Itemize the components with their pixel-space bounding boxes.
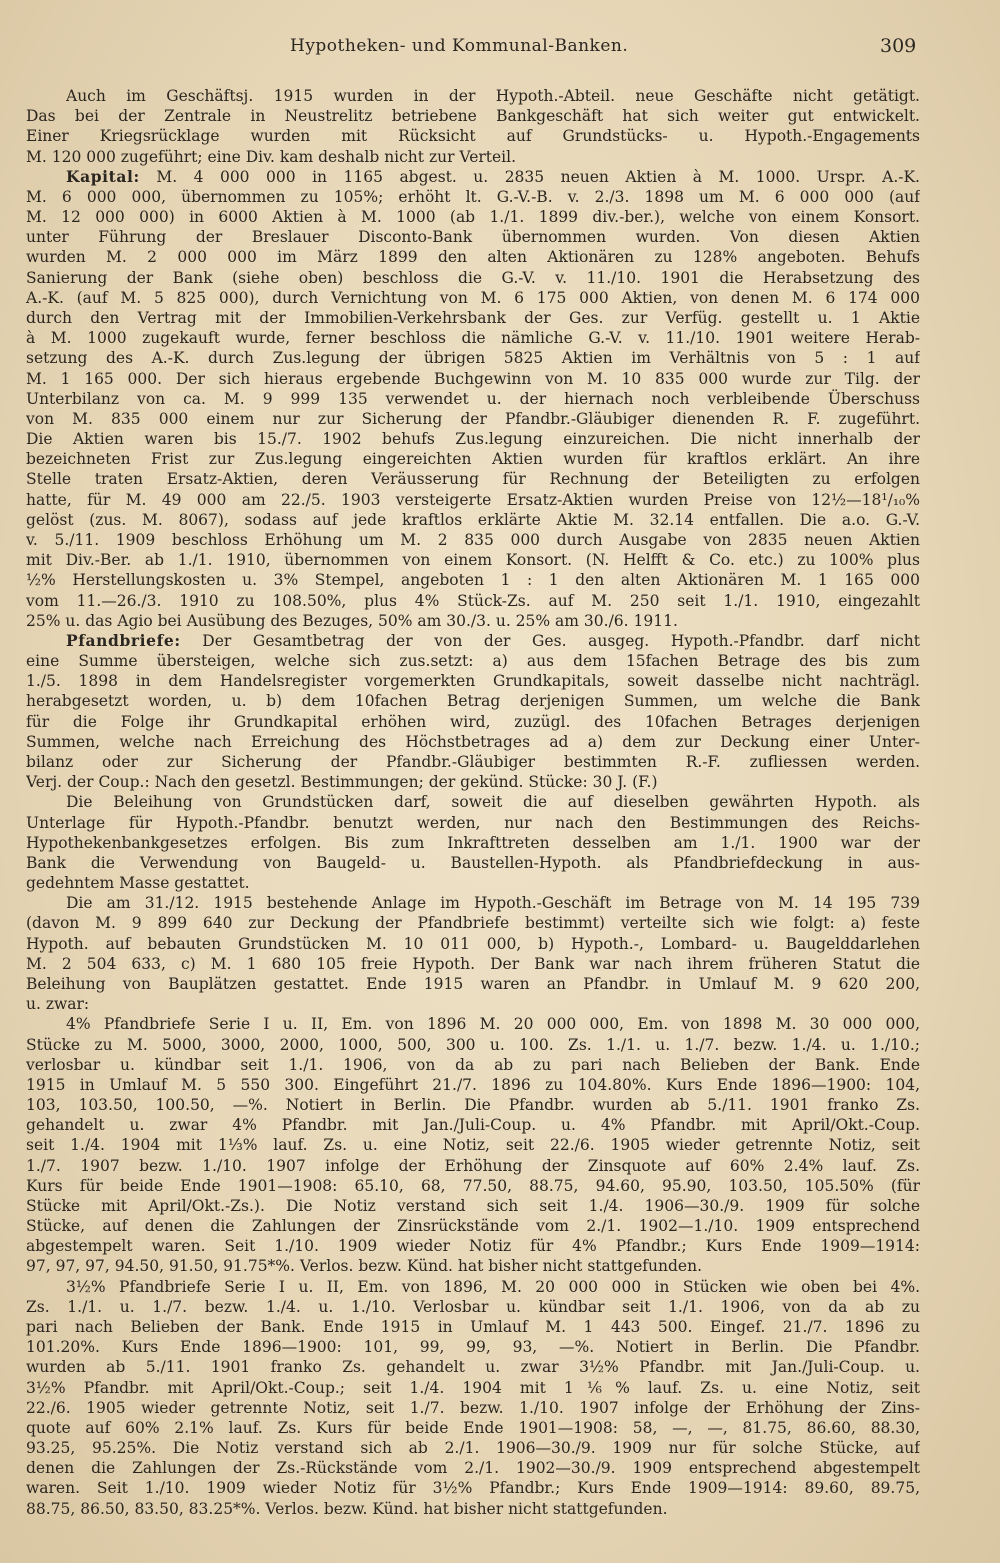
text-line xyxy=(26,1075,920,1095)
line-text: herabgesetzt worden, u. b) dem 10fachen Betrag derjenigen Summen, um welche die Bank xyxy=(26,692,920,711)
text-line xyxy=(26,490,920,510)
line-text: 1915 in Umlauf M. 5 550 300. Eingeführt 21./7. 1896 zu 104.80%. Kurs Ende 1896—1900: 104, xyxy=(26,1075,920,1094)
text-line xyxy=(26,994,920,1014)
line-text: Bank die Verwendung von Baugeld- u. Baustellen-Hypoth. als Pfandbriefdeckung in aus- xyxy=(26,853,920,872)
text-line xyxy=(26,126,920,146)
text-line xyxy=(66,1014,920,1034)
text-line xyxy=(26,187,920,207)
text-line xyxy=(66,1277,920,1297)
line-text: Stücke zu M. 5000, 3000, 2000, 1000, 500, 300 u. 100. Zs. 1./1. u. 1./7. bezw. 1./4. u. 1./10.; xyxy=(26,1035,920,1054)
line-text: Stücke mit April/Okt.-Zs.). Die Notiz verstand sich seit 1./4. 1906—30./9. 1909 für solche xyxy=(26,1196,920,1215)
line-text: wurden ab 5./11. 1901 franko Zs. gehandelt u. zwar 3½% Pfandbr. mit Jan./Juli-Coup. u. xyxy=(26,1358,920,1377)
text-line xyxy=(26,1135,920,1155)
line-text: 25% u. das Agio bei Ausübung des Bezuges, 50% am 30./3. u. 25% am 30./6. 1911. xyxy=(26,611,678,630)
text-line xyxy=(26,106,920,126)
line-text: M. 6 000 000, übernommen zu 105%; erhöht lt. G.-V.-B. v. 2./3. 1898 um M. 6 000 000 (auf xyxy=(26,187,920,206)
text-line xyxy=(26,1055,920,1075)
line-text: Das bei der Zentrale in Neustrelitz betriebene Bankgeschäft hat sich weiter gut entwickelt. xyxy=(26,107,920,126)
text-line xyxy=(26,1176,920,1196)
text-line xyxy=(66,792,920,812)
line-text: Die Aktien waren bis 15./7. 1902 behufs Zus.legung einzureichen. Die nicht innerhalb der xyxy=(26,430,920,449)
line-text: unter Führung der Breslauer Disconto-Bank übernommen wurden. Von diesen Aktien xyxy=(26,228,920,247)
text-line xyxy=(26,389,920,409)
text-line xyxy=(26,853,920,873)
text-line xyxy=(26,934,920,954)
text-line xyxy=(26,308,920,328)
text-line xyxy=(26,227,920,247)
text-line xyxy=(26,772,920,792)
line-text: 101.20%. Kurs Ende 1896—1900: 101, 99, 99, 93, —%. Notiert in Berlin. Die Pfandbr. xyxy=(26,1338,920,1357)
line-text: 88.75, 86.50, 83.50, 83.25*%. Verlos. bezw. Künd. hat bisher nicht stattgefunden. xyxy=(26,1499,668,1518)
line-text: A.-K. (auf M. 5 825 000), durch Vernichtung von M. 6 175 000 Aktien, von denen M. 6 174 000 xyxy=(26,288,920,307)
text-line xyxy=(26,469,920,489)
text-line xyxy=(26,1035,920,1055)
line-text: Die Beleihung von Grundstücken darf, soweit die auf dieselben gewährten Hypoth. als xyxy=(66,793,920,812)
line-text: Beleihung von Bauplätzen gestattet. Ende 1915 waren an Pfandbr. in Umlauf M. 9 620 200, xyxy=(26,974,920,993)
text-line xyxy=(26,913,920,933)
text-line xyxy=(26,1236,920,1256)
line-text: M. 1 165 000. Der sich hieraus ergebende Buchgewinn von M. 10 835 000 wurde zur Tilg. der xyxy=(26,369,920,388)
section-heading: Pfandbriefe: xyxy=(66,630,181,650)
line-text: bilanz oder zur Sicherung der Pfandbr.-Gläubiger bestimmten R.-F. zufliessen werden. xyxy=(26,752,920,771)
text-line xyxy=(26,651,920,671)
line-text: 4% Pfandbriefe Serie I u. II, Em. von 1896 M. 20 000 000, Em. von 1898 M. 30 000 000, xyxy=(66,1015,920,1034)
text-line xyxy=(26,449,920,469)
text-line xyxy=(26,833,920,853)
text-line xyxy=(26,247,920,267)
line-text: Verj. der Coup.: Nach den gesetzl. Bestimmungen; der gekünd. Stücke: 30 J. (F.) xyxy=(26,773,658,792)
text-line xyxy=(26,1478,920,1498)
line-text: vom 11.—26./3. 1910 zu 108.50%, plus 4% Stück-Zs. auf M. 250 seit 1./1. 1910, eingezahlt xyxy=(26,591,920,610)
line-text: Unterlage für Hypoth.-Pfandbr. benutzt werden, nur nach den Bestimmungen des Reichs- xyxy=(26,813,920,832)
line-text: wurden M. 2 000 000 im März 1899 den alten Aktionären zu 128% angeboten. Behufs xyxy=(26,248,920,267)
line-text: eine Summe übersteigen, welche sich zus.setzt: a) aus dem 15fachen Betrage des bis zum xyxy=(26,652,920,670)
line-text: Hypothekenbankgesetzes erfolgen. Bis zum Inkrafttreten desselben am 1./1. 1900 war der xyxy=(26,833,920,852)
text-line xyxy=(26,429,920,449)
text-line xyxy=(26,752,920,772)
text-line xyxy=(26,974,920,994)
line-text: 97, 97, 97, 94.50, 91.50, 91.75*%. Verlos. bezw. Künd. hat bisher nicht stattgefunden. xyxy=(26,1257,703,1276)
text-line xyxy=(26,1256,920,1276)
running-title: Hypotheken- und Kommunal-Banken. xyxy=(290,36,629,56)
line-text: pari nach Belieben der Bank. Ende 1915 in Umlauf M. 1 443 500. Eingef. 21./7. 1896 zu xyxy=(26,1318,920,1336)
line-text: durch den Vertrag mit der Immobilien-Verkehrsbank der Ges. zur Verfüg. gestellt u. 1 Aktie xyxy=(26,309,920,327)
line-text: gelöst (zus. M. 8067), sodass auf jede kraftlos erklärte Aktie M. 32.14 entfallen. Die a.o. G.-V. xyxy=(26,510,920,529)
line-text: u. zwar: xyxy=(26,995,90,1014)
section-heading: Kapital: xyxy=(66,166,140,186)
line-text: Die am 31./12. 1915 bestehende Anlage im Hypoth.-Geschäft im Betrage von M. 14 195 739 xyxy=(66,894,920,913)
text-line xyxy=(66,86,920,106)
text-line xyxy=(26,1115,920,1135)
text-line xyxy=(26,147,920,167)
line-text: waren. Seit 1./10. 1909 wieder Notiz für 3½% Pfandbr.; Kurs Ende 1909—1914: 89.60, 89.75, xyxy=(26,1479,920,1498)
line-text: von M. 835 000 einem nur zur Sicherung der Pfandbr.-Gläubiger dienenden R. F. zugeführt. xyxy=(26,409,920,428)
text-line xyxy=(26,813,920,833)
line-text: Zs. 1./1. u. 1./7. bezw. 1./4. u. 1./10. Verlosbar u. kündbar seit 1./1. 1906, von da ab zu xyxy=(26,1297,920,1316)
text-line xyxy=(26,1398,920,1418)
line-text: 3½% Pfandbriefe Serie I u. II, Em. von 1896, M. 20 000 000 in Stücken wie oben bei 4%. xyxy=(66,1277,920,1296)
text-line xyxy=(26,1418,920,1438)
text-line xyxy=(26,954,920,974)
text-line xyxy=(26,671,920,691)
line-text: v. 5./11. 1909 beschloss Erhöhung um M. 2 835 000 durch Ausgabe von 2835 neuen Aktien xyxy=(26,531,920,549)
text-line xyxy=(26,550,920,570)
line-text: Sanierung der Bank (siehe oben) beschloss die G.-V. v. 11./10. 1901 die Herabsetzung des xyxy=(26,268,920,287)
text-line xyxy=(26,268,920,288)
text-line xyxy=(26,732,920,752)
text-line xyxy=(26,1196,920,1216)
line-text: Unterbilanz von ca. M. 9 999 135 verwendet u. der hiernach noch verbleibende Überschuss xyxy=(26,389,920,408)
line-text: Stelle traten Ersatz-Aktien, deren Veräusserung für Rechnung der Beteiligten zu erfolgen xyxy=(26,470,920,489)
line-text: mit Div.-Ber. ab 1./1. 1910, übernommen von einem Konsort. (N. Helfft & Co. etc.) zu 100% plus xyxy=(26,551,920,570)
text-line xyxy=(26,591,920,611)
line-text: denen die Zahlungen der Zs.-Rückstände vom 2./1. 1902—30./9. 1909 entsprechend abgestempelt xyxy=(26,1459,920,1478)
running-head xyxy=(0,36,1000,60)
text-line xyxy=(26,328,920,348)
text-line xyxy=(26,1458,920,1478)
line-text: Der Gesamtbetrag der von der Ges. ausgeg. Hypoth.-Pfandbr. darf nicht xyxy=(180,631,920,650)
line-text: M. 12 000 000) in 6000 Aktien à M. 1000 (ab 1./1. 1899 div.-ber.), welche von einem Konsort. xyxy=(26,208,920,227)
line-text: quote auf 60% 2.1% lauf. Zs. Kurs für beide Ende 1901—1908: 58, —, —, 81.75, 86.60, 88.30, xyxy=(26,1418,920,1437)
text-line xyxy=(26,712,920,732)
text-line xyxy=(26,369,920,389)
line-text: Einer Kriegsrücklage wurden mit Rücksicht auf Grundstücks- u. Hypoth.-Engagements xyxy=(26,127,920,146)
text-line xyxy=(66,167,920,187)
line-text: für die Folge ihr Grundkapital erhöhen wird, zuzügl. des 10fachen Betrages derjenigen xyxy=(26,712,920,731)
text-line xyxy=(26,288,920,308)
line-text: 93.25, 95.25%. Die Notiz verstand sich ab 2./1. 1906—30./9. 1909 nur für solche Stücke, auf xyxy=(26,1439,920,1458)
line-text: gehandelt u. zwar 4% Pfandbr. mit Jan./Juli-Coup. u. 4% Pfandbr. mit April/Okt.-Coup. xyxy=(26,1116,920,1135)
text-line xyxy=(26,510,920,530)
line-text: abgestempelt waren. Seit 1./10. 1909 wieder Notiz für 4% Pfandbr.; Kurs Ende 1909—1914: xyxy=(26,1237,920,1256)
line-text: ½% Herstellungskosten u. 3% Stempel, angeboten 1 : 1 den alten Aktionären M. 1 165 000 xyxy=(26,571,920,590)
line-text: verlosbar u. kündbar seit 1./1. 1906, von da ab zu pari nach Belieben der Bank. Ende xyxy=(26,1055,920,1074)
text-line xyxy=(26,1378,920,1398)
line-text: Auch im Geschäftsj. 1915 wurden in der Hypoth.-Abteil. neue Geschäfte nicht getätigt. xyxy=(66,87,920,105)
line-text: 103, 103.50, 100.50, —%. Notiert in Berlin. Die Pfandbr. wurden ab 5./11. 1901 franko Zs. xyxy=(26,1096,920,1114)
text-line xyxy=(26,1499,920,1519)
line-text: M. 2 504 633, c) M. 1 680 105 freie Hypoth. Der Bank war nach ihrem früheren Statut die xyxy=(26,954,920,973)
line-text: gedehntem Masse gestattet. xyxy=(26,874,250,892)
line-text: Stücke, auf denen die Zahlungen der Zinsrückstände vom 2./1. 1902—1./10. 1909 entsprechend xyxy=(26,1217,920,1236)
text-line xyxy=(26,207,920,227)
line-text: Summen, welche nach Erreichung des Höchstbetrages ad a) dem zur Deckung einer Unter- xyxy=(26,732,920,751)
line-text: bezeichneten Frist zur Zus.legung eingereichten Aktien wurden für kraftlos erklärt. An ihre xyxy=(26,450,920,469)
text-line xyxy=(26,409,920,429)
text-line xyxy=(26,1438,920,1458)
line-text: M. 4 000 000 in 1165 abgest. u. 2835 neuen Aktien à M. 1000. Urspr. A.-K. xyxy=(139,167,920,186)
text-line xyxy=(26,570,920,590)
text-line xyxy=(26,1216,920,1236)
text-line xyxy=(26,348,920,368)
text-line xyxy=(26,691,920,711)
text-line xyxy=(26,1357,920,1377)
line-text: Kurs für beide Ende 1901—1908: 65.10, 68, 77.50, 88.75, 94.60, 95.90, 103.50, 105.50% (für xyxy=(26,1176,920,1195)
text-line xyxy=(66,631,920,651)
text-line xyxy=(26,1156,920,1176)
text-line xyxy=(66,893,920,913)
line-text: (davon M. 9 899 640 zur Deckung der Pfandbriefe bestimmt) verteilte sich wie folgt: a) feste xyxy=(26,914,920,933)
line-text: Hypoth. auf bebauten Grundstücken M. 10 011 000, b) Hypoth.-, Lombard- u. Baugelddarlehen xyxy=(26,934,920,953)
line-text: setzung des A.-K. durch Zus.legung der übrigen 5825 Aktien im Verhältnis von 5 : 1 auf xyxy=(26,349,920,368)
line-text: 1./7. 1907 bezw. 1./10. 1907 infolge der Erhöhung der Zinsquote auf 60% 2.4% lauf. Zs. xyxy=(26,1156,920,1175)
line-text: 3½% Pfandbr. mit April/Okt.-Coup.; seit 1./4. 1904 mit 1⅙% lauf. Zs. u. eine Notiz, seit xyxy=(26,1378,920,1397)
text-line xyxy=(26,1297,920,1317)
line-text: à M. 1000 zugekauft wurde, ferner beschloss die nämliche G.-V. v. 11./10. 1901 weitere Herab- xyxy=(26,329,920,348)
text-line xyxy=(26,1337,920,1357)
text-line xyxy=(26,530,920,550)
line-text: M. 120 000 zugeführt; eine Div. kam deshalb nicht zur Verteil. xyxy=(26,147,517,166)
line-text: hatte, für M. 49 000 am 22./5. 1903 versteigerte Ersatz-Aktien wurden Preise von 12½—18¹/₁₀% xyxy=(26,490,920,509)
text-line xyxy=(26,611,920,631)
line-text: 1./5. 1898 in dem Handelsregister vorgemerkten Grundkapitals, soweit dasselbe nicht nachträgl. xyxy=(26,672,920,691)
line-text: 22./6. 1905 wieder getrennte Notiz, seit 1./7. bezw. 1./10. 1907 infolge der Erhöhung der Zins- xyxy=(26,1398,920,1417)
text-line xyxy=(26,1317,920,1337)
page-number: 309 xyxy=(880,35,917,57)
line-text: seit 1./4. 1904 mit 1⅓% lauf. Zs. u. eine Notiz, seit 22./6. 1905 wieder getrennte Notiz, seit xyxy=(26,1136,920,1155)
text-line xyxy=(26,1095,920,1115)
text-line xyxy=(26,873,920,893)
